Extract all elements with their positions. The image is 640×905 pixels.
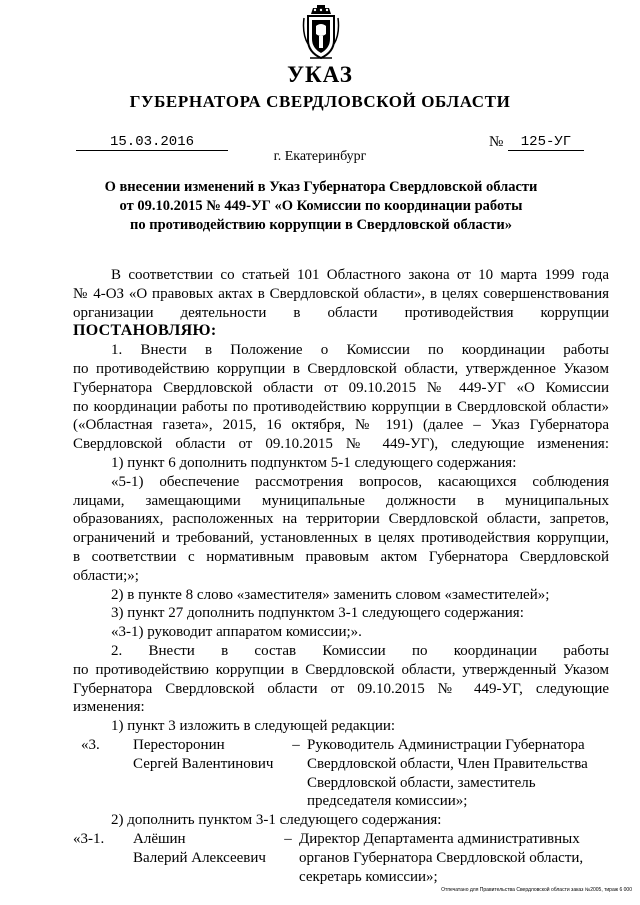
intro-line: № 4-ОЗ «О правовых актах в Свердловской области», в целях совершенствования — [73, 285, 609, 302]
entry-dash: – — [284, 830, 292, 847]
city: г. Екатеринбург — [273, 149, 367, 164]
composition-entry-3-1 — [73, 830, 609, 886]
decree-date: 15.03.2016 — [76, 134, 228, 151]
paragraph-1-line: Губернатора Свердловской области от 09.10.2015 № 449-УГ «О Комиссии — [73, 379, 609, 396]
number-sign: № — [489, 134, 504, 150]
entry-name — [133, 830, 277, 886]
role-line: секретарь комиссии»; — [299, 868, 438, 885]
entry-number: «3. — [81, 736, 100, 753]
document-body — [73, 266, 609, 886]
decree-number: 125-УГ — [508, 134, 584, 151]
decree-authority: ГУБЕРНАТОРА СВЕРДЛОВСКОЙ ОБЛАСТИ — [129, 92, 511, 111]
name-line: Алёшин — [133, 830, 186, 847]
role-line: органов Губернатора Свердловской области, — [299, 849, 584, 866]
item-1-1-text: образованиях, расположенных на территории Свердловской области, запретов, — [73, 511, 609, 528]
name-line: Валерий Алексеевич — [133, 849, 266, 866]
paragraph-2-line: Губернатора Свердловской области от 09.10.2015 № 449-УГ, следующие — [73, 680, 609, 697]
entry-number: «3-1. — [73, 830, 105, 847]
role-line: Директор Департамента административных — [299, 830, 580, 847]
entry-dash: – — [292, 736, 300, 753]
postanovlyayu: ПОСТАНОВЛЯЮ: — [73, 322, 217, 340]
intro-line: В соответствии со статьей 101 Областного закона от 10 марта 1999 года — [111, 267, 609, 283]
item-1-3: 3) пункт 27 дополнить подпунктом 3-1 следующего содержания: — [111, 605, 524, 622]
coat-of-arms-emblem — [302, 4, 340, 62]
role-line: Руководитель Администрации Губернатора — [307, 736, 585, 753]
paragraph-1-line: по противодействию коррупции в Свердловской области, утвержденное Указом — [73, 360, 609, 377]
paragraph-1-line: 1. Внести в Положение о Комиссии по координации работы — [111, 342, 609, 359]
print-footer: Отпечатано для Правительства Свердловской области заказ №2005, тираж 6 000 — [441, 887, 632, 893]
role-line: Свердловской области, заместитель — [307, 774, 536, 791]
paragraph-2-line: по противодействию коррупции в Свердловской области, утвержденный Указом — [73, 661, 609, 678]
item-1-3-text: «3-1) руководит аппаратом комиссии;». — [111, 624, 362, 641]
decree-heading: УКАЗ — [287, 62, 353, 87]
document-title — [80, 178, 562, 235]
name-line: Пересторонин — [133, 736, 225, 753]
item-1-1-text: области;»; — [73, 567, 139, 584]
entry-role — [299, 830, 609, 886]
paragraph-1-line: по координации работы по противодействию коррупции в Свердловской области» — [73, 398, 609, 415]
item-1-1-text: ограничений и требований, установленных в целях противодействия коррупции, — [73, 530, 609, 547]
entry-role — [307, 736, 609, 811]
entry-name — [133, 736, 285, 811]
paragraph-1-line: («Областная газета», 2015, 16 октября, № 191) (далее – Указ Губернатора — [73, 417, 609, 434]
item-1-1-text: лицами, замещающими муниципальные должности в муниципальных — [73, 492, 609, 509]
item-1-2: 2) в пункте 8 слово «заместителя» заменить словом «заместителей»; — [111, 586, 550, 603]
paragraph-2-line: изменения: — [73, 699, 145, 716]
composition-entry-3 — [73, 736, 609, 811]
paragraph-2-line: 2. Внести в состав Комиссии по координации работы — [111, 642, 609, 659]
intro-line: организации деятельности в области противодействия коррупции — [73, 304, 609, 321]
name-line: Сергей Валентинович — [133, 755, 274, 772]
item-2-1: 1) пункт 3 изложить в следующей редакции: — [111, 718, 396, 735]
item-2-2: 2) дополнить пунктом 3-1 следующего содержания: — [111, 812, 442, 829]
item-1-1: 1) пункт 6 дополнить подпунктом 5-1 следующего содержания: — [111, 454, 517, 471]
title-line: по противодействию коррупции в Свердловской области» — [130, 217, 512, 233]
title-line: от 09.10.2015 № 449-УГ «О Комиссии по координации работы — [119, 198, 523, 214]
paragraph-1-line: Свердловской области от 09.10.2015 № 449-УГ), следующие изменения: — [73, 436, 609, 453]
item-1-1-text: в соответствии с нормативным правовым актом Губернатора Свердловской — [73, 548, 609, 565]
role-line: председателя комиссии»; — [307, 793, 468, 810]
item-1-1-text: «5-1) обеспечение рассмотрения вопросов, касающихся соблюдения — [111, 473, 609, 490]
title-line: О внесении изменений в Указ Губернатора Свердловской области — [104, 179, 538, 195]
role-line: Свердловской области, Член Правительства — [307, 755, 588, 772]
